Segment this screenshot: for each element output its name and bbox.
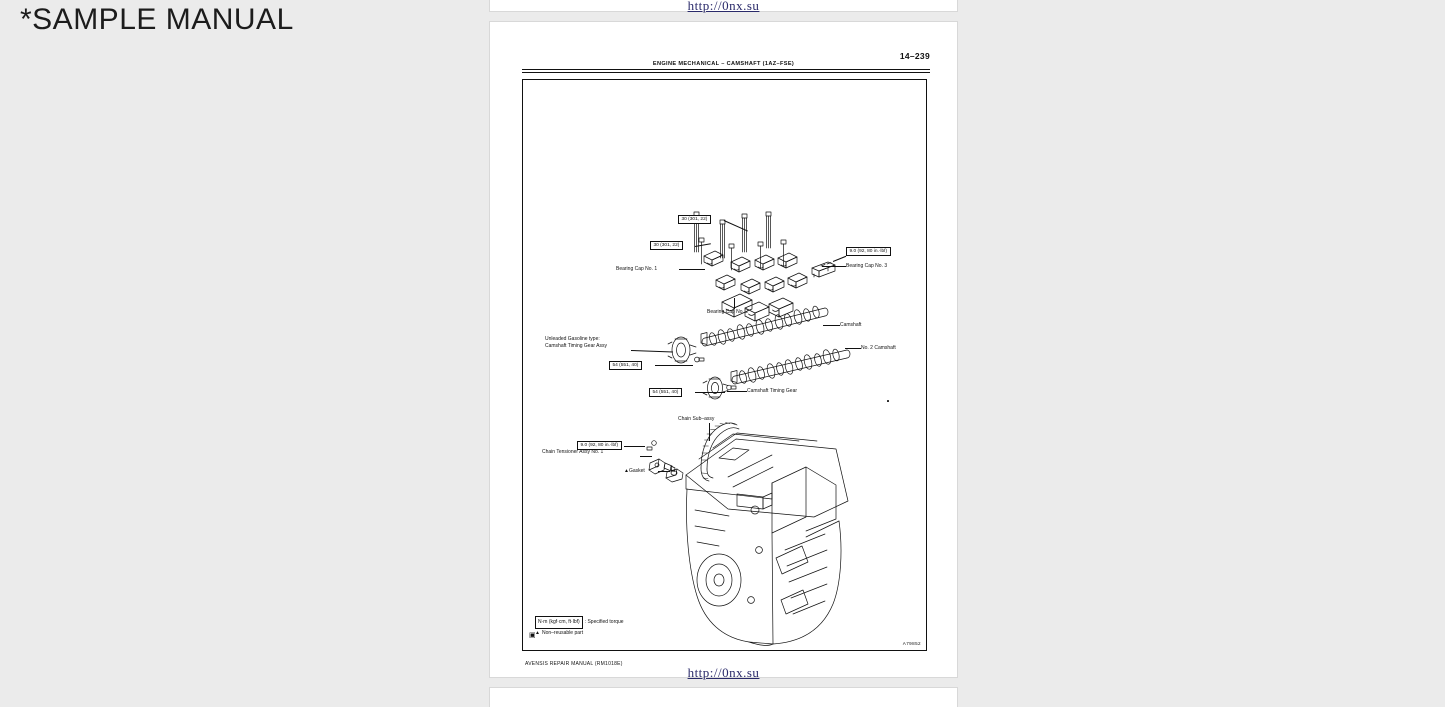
figure-legend <box>535 616 624 638</box>
sample-manual-watermark: *SAMPLE MANUAL <box>20 3 294 36</box>
triangle-icon: ▲ <box>535 629 540 636</box>
torque-callout-2: 30 (301, 22) <box>650 241 683 250</box>
page-content <box>490 22 957 677</box>
page-number: 14–239 <box>899 51 930 61</box>
leader-line-chain-sub-assy <box>709 423 710 441</box>
legend-torque-row <box>535 616 624 629</box>
site-url-top[interactable]: http://0nx.su <box>687 0 760 13</box>
manual-page <box>490 22 957 677</box>
torque-callout-1: 30 (301, 22) <box>678 215 711 224</box>
figure-code: A79852 <box>902 641 921 646</box>
label-bearing-cap-2: Bearing Cap No. 2 <box>707 309 749 315</box>
label-bearing-cap-3: Bearing Cap No. 3 <box>846 263 888 269</box>
torque-callout-4: 54 (551, 40) <box>609 361 642 370</box>
label-gasket: ▲Gasket <box>624 468 645 474</box>
label-camshaft-timing-gear-assy: Camshaft Timing Gear Assy <box>545 343 607 349</box>
leader-line-camshaft <box>823 325 840 326</box>
leader-line-torque-4 <box>655 365 693 366</box>
leader-line-bearing-cap-1 <box>679 269 705 270</box>
legend-torque-text: : Specified torque <box>584 618 624 625</box>
torque-callout-5: 54 (551, 40) <box>649 388 682 397</box>
torque-callout-6: 9.0 (92, 80 in.·lbf) <box>577 441 622 450</box>
label-chain-tensioner-assy: Chain Tensioner Assy No. 1 <box>542 449 604 455</box>
site-url-bottom[interactable]: http://0nx.su <box>687 665 760 680</box>
legend-torque-box: N·m (kgf·cm, ft·lbf) <box>535 616 583 629</box>
section-header: ENGINE MECHANICAL – CAMSHAFT (1AZ–FSE) <box>652 61 795 67</box>
leader-line-camshaft-timing-gear <box>727 391 747 392</box>
label-bearing-cap-1: Bearing Cap No. 1 <box>616 266 658 272</box>
leader-line-torque-5 <box>695 392 725 393</box>
legend-nonreusable-row <box>535 629 624 639</box>
exploded-view-figure <box>522 79 927 651</box>
label-camshaft-timing-gear: Camshaft Timing Gear <box>747 388 798 394</box>
label-unleaded-gasoline-type: Unleaded Gasoline type: <box>545 336 600 342</box>
leader-line-gasket <box>658 471 670 472</box>
label-chain-sub-assy: Chain Sub–assy <box>678 416 715 422</box>
legend-nonreusable-text: Non–reusable part <box>541 629 584 636</box>
document-footer: AVENSIS REPAIR MANUAL (RM1018E) <box>525 661 623 667</box>
torque-callout-3: 9.0 (92, 80 in.·lbf) <box>846 247 891 256</box>
photo-reference-icon: ▣ <box>529 632 536 639</box>
header-rule-thick <box>522 69 930 70</box>
engine-line-art <box>523 80 926 650</box>
leader-line-bearing-cap-3 <box>822 266 846 267</box>
next-page-sheet <box>490 688 957 707</box>
leader-line-no2-camshaft <box>845 348 861 349</box>
leader-line-bearing-cap-2 <box>734 298 735 309</box>
header-rule-thin <box>522 72 930 73</box>
label-camshaft: Camshaft <box>840 322 862 328</box>
stray-mark <box>887 400 889 402</box>
label-no2-camshaft: No. 2 Camshaft <box>861 345 896 351</box>
leader-line-torque-6 <box>624 446 645 447</box>
leader-line-chain-tensioner <box>640 456 652 457</box>
